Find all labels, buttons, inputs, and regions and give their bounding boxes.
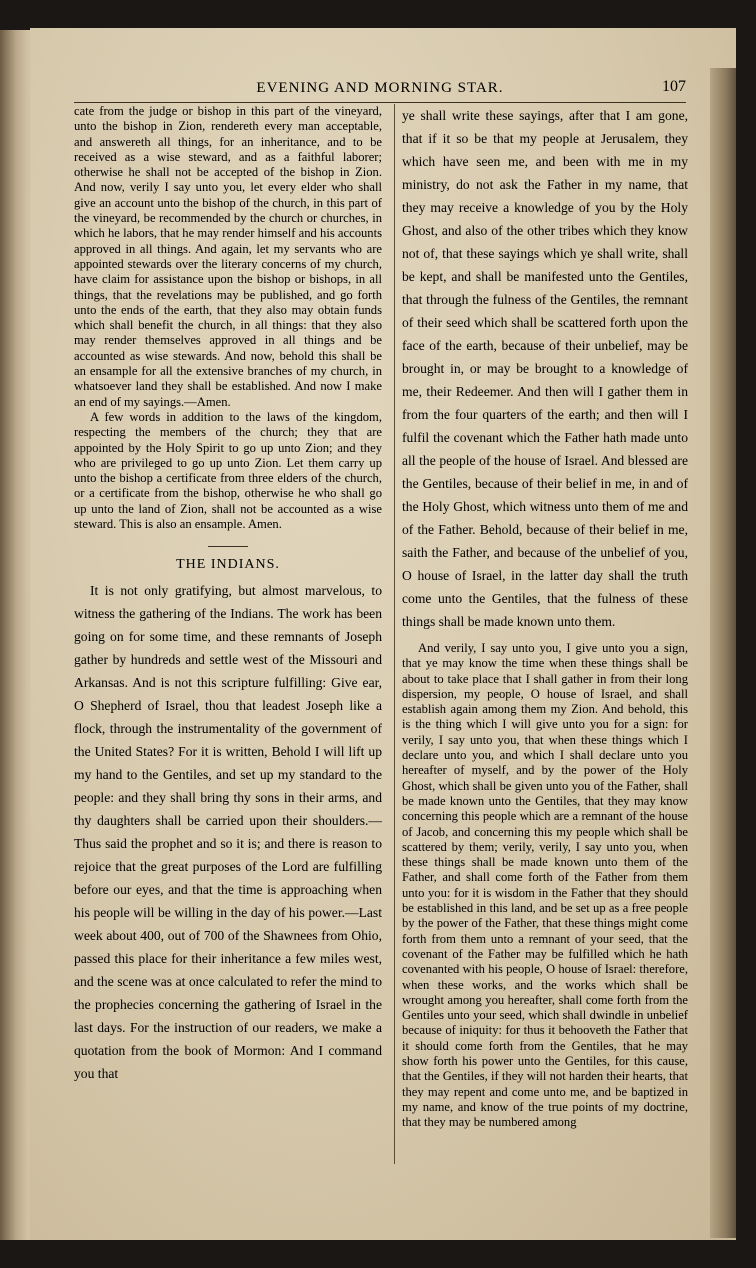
paragraph: And verily, I say unto you, I give unto you a sign, that ye may know the time when these things shall be about to take place that I shall gather in from their long dispersion, my people, O house of Israel, and shall establish again among them my Zion. And behold, this is the thing which I will give unto you for a sign: for verily, I say unto you, that when these things which I declare unto you, and which I shall declare unto you hereafter of myself, and by the power of the Holy Ghost, which shall be given unto you of the Father, shall be made known unto the Gentiles, that they may know concerning this people which are a remnant of the house of Jacob, and concerning this my people which shall be scattered by them; verily, verily, I say unto you, when these things shall be made known unto them of the Father, and shall come forth of the Father from them unto you: for it is wisdom in the Father that they should be established in this land, and be set up as a free people by the power of the Father, that these things might come forth from them unto a remnant of your seed, that the covenant of the Father may be fulfilled which he hath covenanted with his people, O house of Israel: therefore, when these works, and the works which shall be wrought among you hereafter, shall come forth from the Gentiles unto your seed, which shall dwindle in unbelief because of iniquity: for thus it behooveth the Father that it should come forth from the Gentiles, that he may show forth his power unto the Gentiles, for this cause, that the Gentiles, if they will not harden their hearts, that they may repent and come unto me, and be baptized in my name, and know of the true points of my doctrine, that they may be numbered among xyxy=(402,641,688,1130)
book-spine xyxy=(710,68,736,1238)
page-title: EVENING AND MORNING STAR. xyxy=(256,80,504,96)
page-number: 107 xyxy=(662,78,686,95)
page-header xyxy=(74,76,686,103)
paragraph: ye shall write these sayings, after that I am gone, that if it so be that my people at Jerusalem, they which have seen me, and been with me in my ministry, do not ask the Father in my name, that they may receive a knowledge of you by the Holy Ghost, and also of the other tribes which they know not of, that these sayings which ye shall write, shall be kept, and shall be manifested unto the Gentiles, that through the fulness of the Gentiles, the remnant of their seed which shall be scattered forth upon the face of the earth, because of their unbelief, may be brought in, or may be brought to a knowledge of me, their Redeemer. And then will I gather them in from the four quarters of the earth; and then will I fulfil the covenant which the Father hath made unto all the people of the house of Israel. And blessed are the Gentiles, because of their belief in me, in and of the Holy Ghost, which witness unto them of me and of the Father. Behold, because of their belief in me, saith the Father, and because of the unbelief of you, O house of Israel, in the latter day shall the truth come unto the Gentiles, that the fulness of these things shall be made known unto them. xyxy=(402,108,688,629)
section-title-text: THE INDIANS. xyxy=(176,557,280,573)
right-column xyxy=(402,104,688,1131)
paragraph: cate from the judge or bishop in this part of the vineyard, unto the bishop in Zion, rendereth every man acceptable, and answereth all things, for an inheritance, and to be received as a wise steward, and as a faithful laborer; otherwise he shall not be accepted of the bishop in Zion. And now, verily I say unto you, let every elder who shall give an account unto the bishop of the church, in this part of the vineyard, be recommended by the church or churches, in which he labors, that he may render himself and his accounts approved in all things. And again, let my servants who are appointed stewards over the literary concerns of my church, have claim for assistance upon the bishop or bishops, in all things, that the revelations may be published, and go forth unto the ends of the earth, that they also may obtain funds which shall benefit the church, in all things: that they also may render themselves approved in all things and be accounted as wise stewards. And now, behold this shall be an ensample for all the extensive branches of my church, in whatsoever land they shall be established. And now I make an end of my sayings.—Amen. xyxy=(74,104,382,409)
paragraph: A few words in addition to the laws of the kingdom, respecting the members of the church; they that are appointed by the Holy Spirit to go up unto Zion; and they who are privileged to go up unto Zion. Let them carry up unto the bishop a certificate from three elders of the church, or a certificate from the bishop, otherwise he who shall go up unto the land of Zion, shall not be accounted as a wise steward. This is also an ensample. Amen. xyxy=(74,409,382,532)
section-rule xyxy=(208,546,248,547)
left-column xyxy=(74,104,382,1085)
paragraph: It is not only gratifying, but almost marvelous, to witness the gathering of the Indians. The work has been going on for some time, and these remnants of Joseph gather by hundreds and settle west of the Missouri and Arkansas. And is not this scripture fulfilling: Give ear, O Shepherd of Israel, thou that leadest Joseph like a flock, through the instrumentality of the government of the United States? For it is written, Behold I will lift up my hand to the Gentiles, and set up my standard to the people: and they shall bring thy sons in their arms, and thy daughters shall be carried upon their shoulders.—Thus said the prophet and so it is; and there is reason to rejoice that the great purposes of the Lord are fulfilling before our eyes, and that the time is approaching when his people will be willing in the day of his power.—Last week about 400, out of 700 of the Shawnees from Ohio, passed this place for their inheritance a few miles west, and the scene was at once calculated to refer the mind to the prophecies concerning the gathering of Israel in the last days. For the instruction of our readers, we make a quotation from the book of Mormon: And I command you that xyxy=(74,582,382,1081)
section-title xyxy=(74,546,382,572)
column-divider xyxy=(394,104,395,1164)
